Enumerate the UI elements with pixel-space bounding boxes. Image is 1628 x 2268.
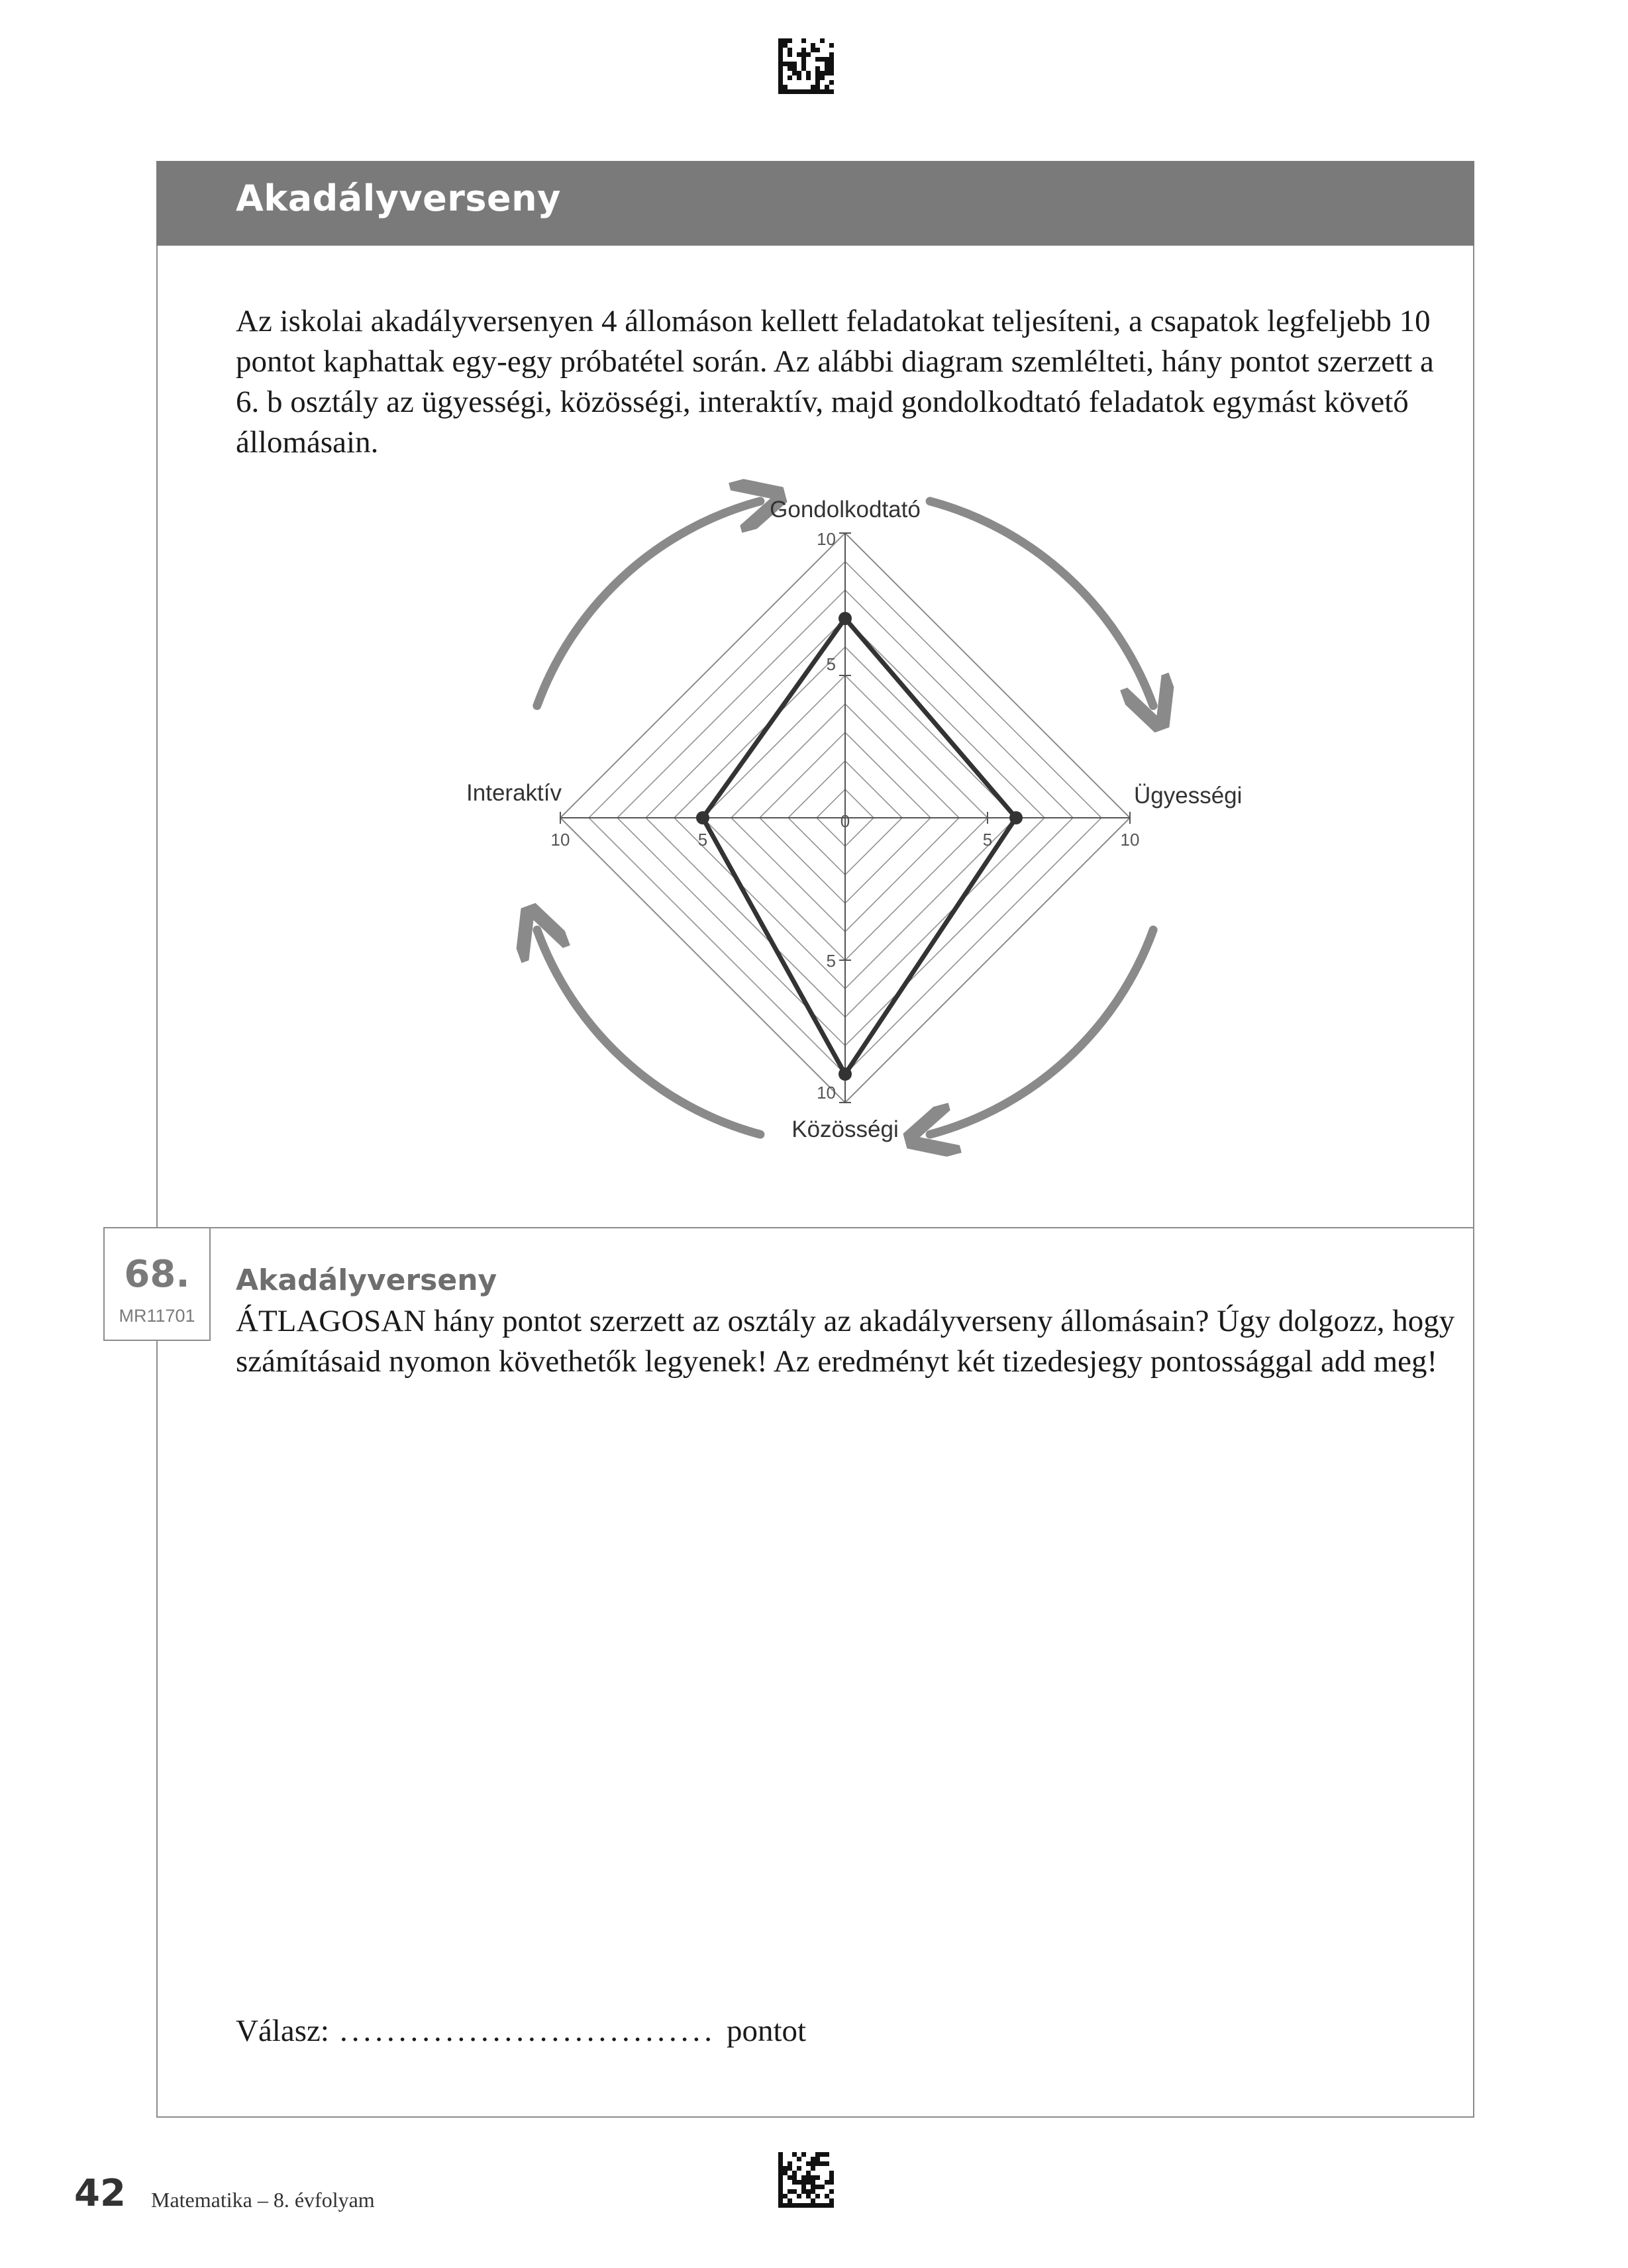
- qr-code-bottom: [778, 2152, 834, 2208]
- axis-label-left: Interaktív: [466, 780, 562, 806]
- tick-label-10: 10: [817, 529, 836, 549]
- axis-label-right: Ügyességi: [1134, 783, 1243, 809]
- tick-label-0: 0: [840, 811, 850, 831]
- answer-line[interactable]: [236, 2013, 806, 2049]
- direction-arrow: [930, 930, 1153, 1134]
- task-code: MR11701: [119, 1306, 195, 1326]
- tick-label-5: 5: [826, 951, 836, 971]
- task-title: Akadályverseny: [236, 1263, 497, 1297]
- answer-unit: pontot: [726, 2014, 807, 2048]
- data-point-3: [839, 1067, 852, 1081]
- direction-arrow: [930, 501, 1153, 706]
- axis-label-bottom: Közösségi: [791, 1116, 899, 1142]
- page-number: 42: [74, 2172, 126, 2215]
- intro-text: Az iskolai akadályversenyen 4 állomáson kellett feladatokat teljesíteni, a csapatok legfeljebb 10 pontot kaphattak egy-egy próbatétel során. Az alábbi diagram szemlélteti, hány pontot szerzett a 6. b osztály az ügyességi, közösségi, interaktív, majd gondolkodtató feladatok egymást követő állomásain.: [236, 304, 1434, 460]
- section-title: Akadályverseny: [236, 177, 561, 219]
- tick-label-10: 10: [550, 830, 570, 850]
- task-divider: [156, 1227, 1474, 1228]
- axis-label-top: Gondolkodtató: [770, 497, 921, 522]
- tick-label-10: 10: [1120, 830, 1140, 850]
- data-point-1: [839, 612, 852, 625]
- data-point-2: [1009, 811, 1023, 824]
- task-number: 68.: [124, 1253, 190, 1296]
- tick-label-5: 5: [982, 830, 993, 850]
- answer-blank[interactable]: ................................: [339, 2014, 716, 2048]
- direction-arrow: [537, 930, 760, 1134]
- answer-label: Válasz:: [236, 2014, 329, 2048]
- tick-label-10: 10: [817, 1083, 836, 1103]
- task-question: ÁTLAGOSAN hány pontot szerzett az osztály az akadályverseny állomásain? Úgy dolgozz, hogy számításaid nyomon követhetők legyenek! Az eredményt két tizedesjegy pontossággal add meg!: [236, 1304, 1455, 1379]
- tick-label-5: 5: [697, 830, 708, 850]
- tick-label-5: 5: [826, 654, 836, 674]
- footer-subject: Matematika – 8. évfolyam: [151, 2188, 375, 2212]
- direction-arrow: [537, 501, 760, 706]
- series-polygon: [703, 618, 1016, 1074]
- data-point-4: [696, 811, 709, 824]
